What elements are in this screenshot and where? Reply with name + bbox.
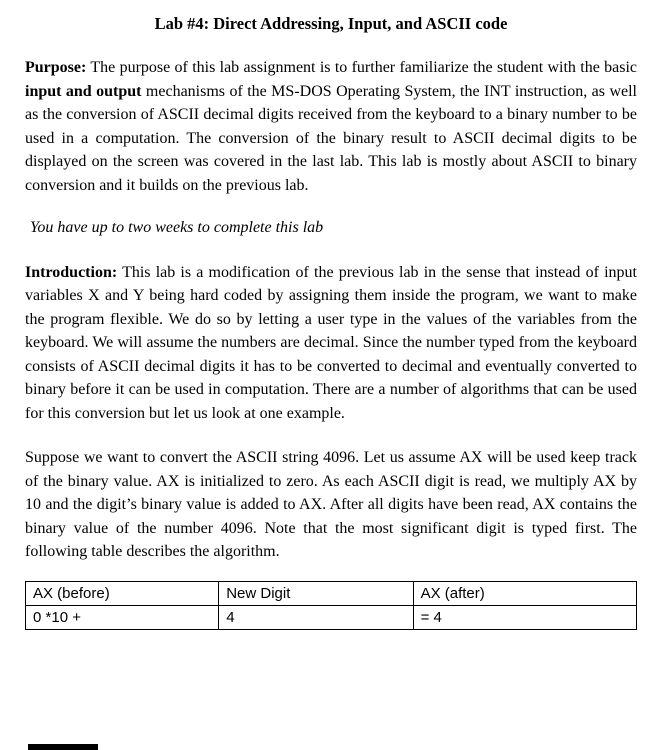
table-header-new-digit: New Digit — [219, 581, 413, 605]
table-header-ax-before: AX (before) — [26, 581, 219, 605]
introduction-label: Introduction: — [25, 263, 118, 281]
table-cell-new-digit: 4 — [219, 605, 413, 629]
purpose-label: Purpose: — [25, 59, 87, 76]
table-header-row — [26, 581, 637, 605]
cutoff-table-row-fragment — [28, 744, 98, 750]
table-cell-ax-before: 0 *10 + — [26, 605, 219, 629]
deadline-note: You have up to two weeks to complete this lab — [30, 219, 324, 236]
table-row — [26, 605, 637, 629]
algorithm-table — [25, 581, 637, 630]
table-header-ax-after: AX (after) — [413, 581, 636, 605]
introduction-paragraph — [25, 261, 637, 426]
example-paragraph: Suppose we want to convert the ASCII string 4096. Let us assume AX will be used keep track of the binary value. AX is initialized to zero. As each ASCII digit is read, we multiply AX by 10 and the digit’s binary value is added to AX. After all digits have been read, AX contains the binary value of the number 4096. Note that the most significant digit is typed first. The following table describes the algorithm. — [25, 449, 637, 560]
document-title: Lab #4: Direct Addressing, Input, and ASCII code — [154, 14, 508, 33]
purpose-bold-phrase: input and output — [25, 82, 142, 100]
purpose-text-1: The purpose of this lab assignment is to further familiarize the student with the basic — [86, 59, 637, 76]
table-cell-ax-after: = 4 — [413, 605, 636, 629]
introduction-text: This lab is a modification of the previous lab in the sense that instead of input variables X and Y being hard coded by assigning them inside the program, we want to make the program flexible. We do so by letting a user type in the values of the variables from the keyboard. We will assume the numbers are decimal. Since the number typed from the keyboard consists of ASCII decimal digits it has to be converted to decimal and eventually converted to binary before it can be used in computation. There are a number of algorithms that can be used for this conversion but let us look at one example. — [25, 263, 637, 422]
purpose-text-2: mechanisms of the MS-DOS Operating System, the INT instruction, as well as the conversion of ASCII decimal digits received from the keyboard to a binary number to be used in a computation. The conversion of the binary result to ASCII decimal digits to be displayed on the screen was covered in the last lab. This lab is mostly about ASCII to binary conversion and it builds on the previous lab. — [25, 82, 637, 194]
purpose-paragraph — [25, 56, 637, 197]
